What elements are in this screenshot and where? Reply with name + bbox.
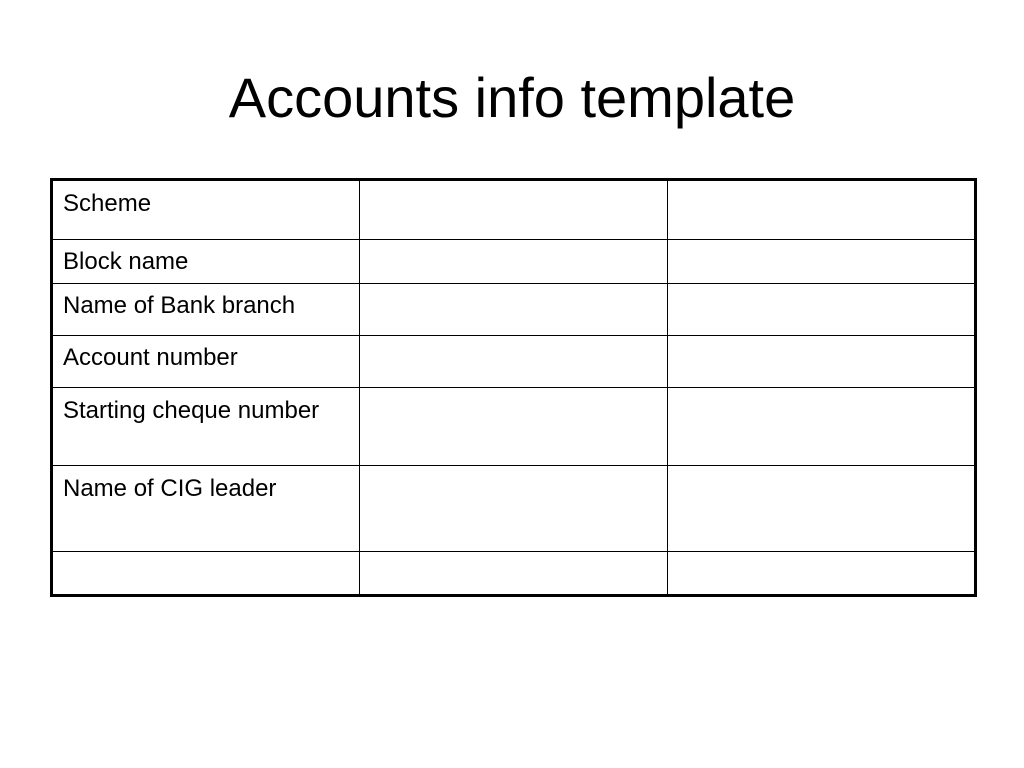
- row-label: Starting cheque number: [63, 397, 320, 424]
- value-cell[interactable]: [668, 388, 976, 466]
- value-cell[interactable]: [668, 336, 976, 388]
- row-label-cell: [52, 336, 360, 388]
- row-label-cell: [52, 552, 360, 596]
- row-label: Name of Bank branch: [63, 292, 296, 319]
- table-row-account-number: [52, 336, 976, 388]
- table-row-block-name: [52, 240, 976, 284]
- row-label: Account number: [63, 344, 238, 371]
- value-cell[interactable]: [360, 388, 668, 466]
- value-cell[interactable]: [668, 466, 976, 552]
- value-cell[interactable]: [360, 180, 668, 240]
- table-row-cig-leader: [52, 466, 976, 552]
- row-label-cell: [52, 240, 360, 284]
- row-label-cell: [52, 466, 360, 552]
- table-row-starting-cheque: [52, 388, 976, 466]
- value-cell[interactable]: [668, 240, 976, 284]
- value-cell[interactable]: [360, 552, 668, 596]
- slide-title: Accounts info template: [228, 66, 796, 129]
- row-label-cell: [52, 388, 360, 466]
- row-label-cell: [52, 284, 360, 336]
- value-cell[interactable]: [668, 284, 976, 336]
- table-row-scheme: [52, 180, 976, 240]
- row-label: Block name: [63, 248, 189, 275]
- table-row-bank-branch: [52, 284, 976, 336]
- value-cell[interactable]: [360, 240, 668, 284]
- row-label-cell: [52, 180, 360, 240]
- value-cell[interactable]: [668, 180, 976, 240]
- value-cell[interactable]: [360, 284, 668, 336]
- value-cell[interactable]: [360, 336, 668, 388]
- accounts-info-table: [50, 178, 977, 597]
- value-cell[interactable]: [360, 466, 668, 552]
- table-row-blank: [52, 552, 976, 596]
- row-label: Scheme: [63, 190, 152, 217]
- value-cell[interactable]: [668, 552, 976, 596]
- row-label: Name of CIG leader: [63, 475, 277, 502]
